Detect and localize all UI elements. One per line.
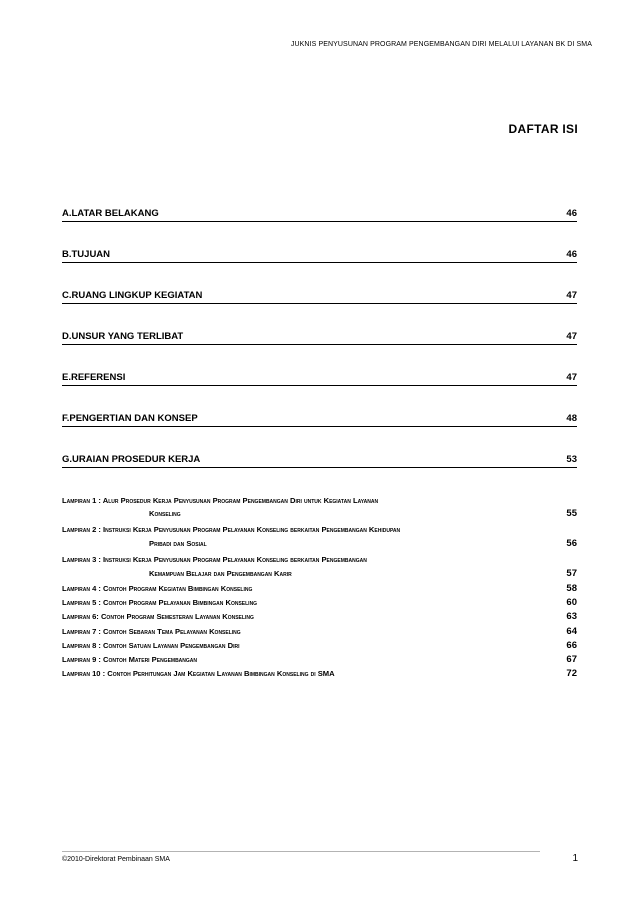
toc-entry-label: B.TUJUAN — [62, 249, 111, 260]
page-number: 1 — [572, 853, 578, 864]
toc-entry[interactable] — [62, 289, 577, 304]
appendix-page: 60 — [566, 597, 577, 608]
appendix-label: Lampiran 3 : Instruksi Kerja Penyusunan Program Pelayanan Konseling berkaitan Pengembangan — [62, 555, 367, 564]
appendix-entry[interactable] — [62, 654, 577, 666]
toc-entry-page: 53 — [566, 454, 577, 465]
appendix-page: 56 — [566, 538, 577, 549]
toc-entry-page: 48 — [566, 413, 577, 424]
toc-entry-label: F.PENGERTIAN DAN KONSEP — [62, 413, 198, 424]
appendix-label-continued: Kemampuan Belajar dan Pengembangan Karir — [149, 569, 292, 578]
appendix-label-continued: Pribadi dan Sosial — [149, 539, 207, 548]
footer-copyright: ©2010-Direktorat Pembinaan SMA — [62, 856, 170, 863]
toc-entry-page: 47 — [566, 331, 577, 342]
appendix-page: 67 — [566, 654, 577, 665]
page-title: DAFTAR ISI — [508, 122, 578, 136]
appendix-entry[interactable] — [62, 597, 577, 609]
appendix-label: Lampiran 2 : Instruksi Kerja Penyusunan Program Pelayanan Konseling berkaitan Pengembangan Kehidupan — [62, 525, 401, 534]
toc-entry-page: 47 — [566, 290, 577, 301]
toc-entry[interactable] — [62, 371, 577, 386]
appendix-page: 55 — [566, 508, 577, 519]
appendix-entry[interactable] — [62, 583, 577, 595]
appendix-label: Lampiran 9 : Contoh Materi Pengembangan — [62, 655, 198, 664]
appendix-page: 57 — [566, 568, 577, 579]
toc-entry[interactable] — [62, 330, 577, 345]
appendix-label: Lampiran 6: Contoh Program Semesteran Layanan Konseling — [62, 612, 254, 621]
toc-entry[interactable] — [62, 248, 577, 263]
appendix-entry[interactable] — [62, 668, 577, 680]
toc-entry-page: 46 — [566, 208, 577, 219]
appendix-label-continued: Konseling — [149, 509, 181, 518]
toc-entry-page: 47 — [566, 372, 577, 383]
appendix-entry[interactable] — [62, 640, 577, 652]
appendix-label: Lampiran 7 : Contoh Sebaran Tema Pelayanan Konseling — [62, 627, 241, 636]
appendix-entry[interactable] — [62, 626, 577, 638]
running-header: JUKNIS PENYUSUNAN PROGRAM PENGEMBANGAN DIRI MELALUI LAYANAN BK DI SMA — [290, 41, 592, 48]
appendix-entry-continued[interactable] — [149, 508, 577, 520]
appendix-entry-continued[interactable] — [149, 568, 577, 580]
appendix-entry[interactable] — [62, 524, 577, 536]
appendix-entry[interactable] — [62, 611, 577, 623]
appendix-page: 72 — [566, 668, 577, 679]
toc-entry-label: D.UNSUR YANG TERLIBAT — [62, 331, 184, 342]
toc-entry-label: A.LATAR BELAKANG — [62, 208, 159, 219]
appendix-page: 64 — [566, 626, 577, 637]
appendix-entry[interactable] — [62, 554, 577, 566]
appendix-label: Lampiran 10 : Contoh Perhitungan Jam Kegiatan Layanan Bimbingan Konseling di SMA — [62, 669, 335, 678]
toc-entry-label: G.URAIAN PROSEDUR KERJA — [62, 454, 201, 465]
appendix-entry[interactable] — [62, 495, 577, 507]
toc-entry[interactable] — [62, 412, 577, 427]
appendix-page: 63 — [566, 611, 577, 622]
appendix-label: Lampiran 8 : Contoh Satuan Layanan Pengembangan Diri — [62, 641, 240, 650]
appendix-label: Lampiran 1 : Alur Prosedur Kerja Penyusunan Program Pengembangan Diri untuk Kegiatan Layanan — [62, 496, 379, 505]
toc-entry-label: C.RUANG LINGKUP KEGIATAN — [62, 290, 203, 301]
appendix-label: Lampiran 5 : Contoh Program Pelayanan Bimbingan Konseling — [62, 598, 258, 607]
toc-entry-page: 46 — [566, 249, 577, 260]
appendix-page: 58 — [566, 583, 577, 594]
appendix-label: Lampiran 4 : Contoh Program Kegiatan Bimbingan Konseling — [62, 584, 253, 593]
toc-entry[interactable] — [62, 207, 577, 222]
toc-entry-label: E.REFERENSI — [62, 372, 126, 383]
footer-divider — [62, 851, 540, 852]
appendix-page: 66 — [566, 640, 577, 651]
toc-entry[interactable] — [62, 453, 577, 468]
appendix-entry-continued[interactable] — [149, 538, 577, 550]
